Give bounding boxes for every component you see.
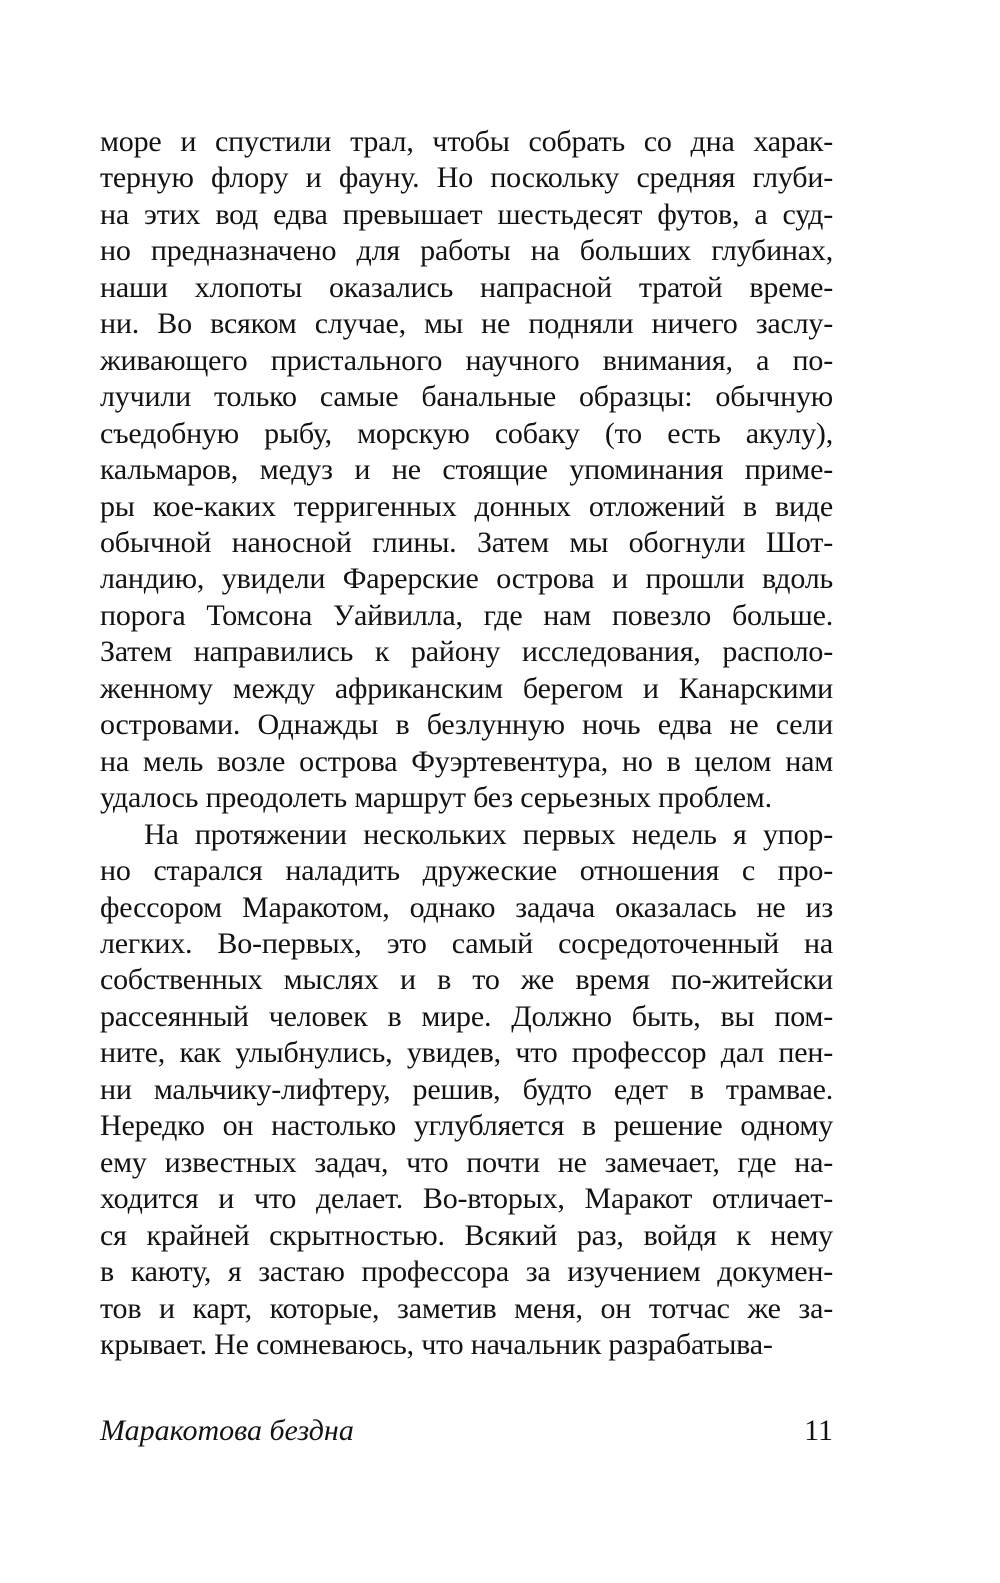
text-line: собственных мыслях и в то же время по-житейски [100,963,833,997]
running-title: Маракотова бездна [100,1414,354,1447]
text-line: ни мальчику-лифтеру, решив, будто едет в трамвае. [100,1072,833,1106]
text-line: островами. Однажды в безлунную ночь едва не сели [100,708,833,742]
text-line: ните, как улыбнулись, увидев, что профессор дал пен- [100,1036,833,1070]
text-line: кальмаров, медуз и не стоящие упоминания приме- [100,453,833,487]
page-number: 11 [804,1414,833,1447]
text-line: наши хлопоты оказались напрасной тратой време- [100,270,833,304]
text-line: легких. Во-первых, это самый сосредоточенный на [100,926,833,960]
text-line: живающего пристального научного внимания, а по- [100,343,833,377]
text-line: рассеянный человек в мире. Должно быть, вы пом- [100,999,833,1033]
page-body-text [100,124,833,1363]
text-line: удалось преодолеть маршрут без серьезных проблем. [100,781,772,815]
text-line: съедобную рыбу, морскую собаку (то есть акулу), [100,416,833,450]
text-line: крывает. Не сомневаюсь, что начальник разрабатыва- [100,1327,773,1361]
text-line: ему известных задач, что почти не замечает, где на- [100,1145,833,1179]
text-line: но предназначено для работы на больших глубинах, [100,234,833,268]
text-line: Нередко он настолько углубляется в решение одному [100,1109,833,1143]
text-line: ни. Во всяком случае, мы не подняли ничего заслу- [100,307,833,341]
text-line: На протяжении нескольких первых недель я упор- [144,817,833,851]
text-line: фессором Маракотом, однако задача оказалась не из [100,890,833,924]
text-line: на мель возле острова Фуэртевентура, но в целом нам [100,744,833,778]
text-line: море и спустили трал, чтобы собрать со дна харак- [100,125,833,158]
text-line: лучили только самые банальные образцы: обычную [100,380,833,414]
text-line: порога Томсона Уайвилла, где нам повезло больше. [100,598,833,632]
text-line: но старался наладить дружеские отношения с про- [100,854,833,888]
text-line: ландию, увидели Фарерские острова и прошли вдоль [100,562,833,596]
text-line: женному между африканским берегом и Канарскими [100,671,833,705]
text-line: Затем направились к району исследования, располо- [100,635,833,669]
text-line: в каюту, я застаю профессора за изучением докумен- [100,1255,833,1289]
text-line: ры кое-каких терригенных донных отложений в виде [100,489,833,523]
text-line: на этих вод едва превышает шестьдесят футов, а суд- [100,197,833,231]
text-line: ходится и что делает. Во-вторых, Маракот отличает- [100,1182,833,1216]
text-line: тов и карт, которые, заметив меня, он тотчас же за- [100,1291,833,1325]
text-line: ся крайней скрытностью. Всякий раз, войдя к нему [100,1218,833,1252]
page-footer [100,1414,833,1448]
text-line: обычной наносной глины. Затем мы обогнули Шот- [100,525,833,559]
text-line: терную флору и фауну. Но поскольку средняя глуби- [100,161,833,195]
